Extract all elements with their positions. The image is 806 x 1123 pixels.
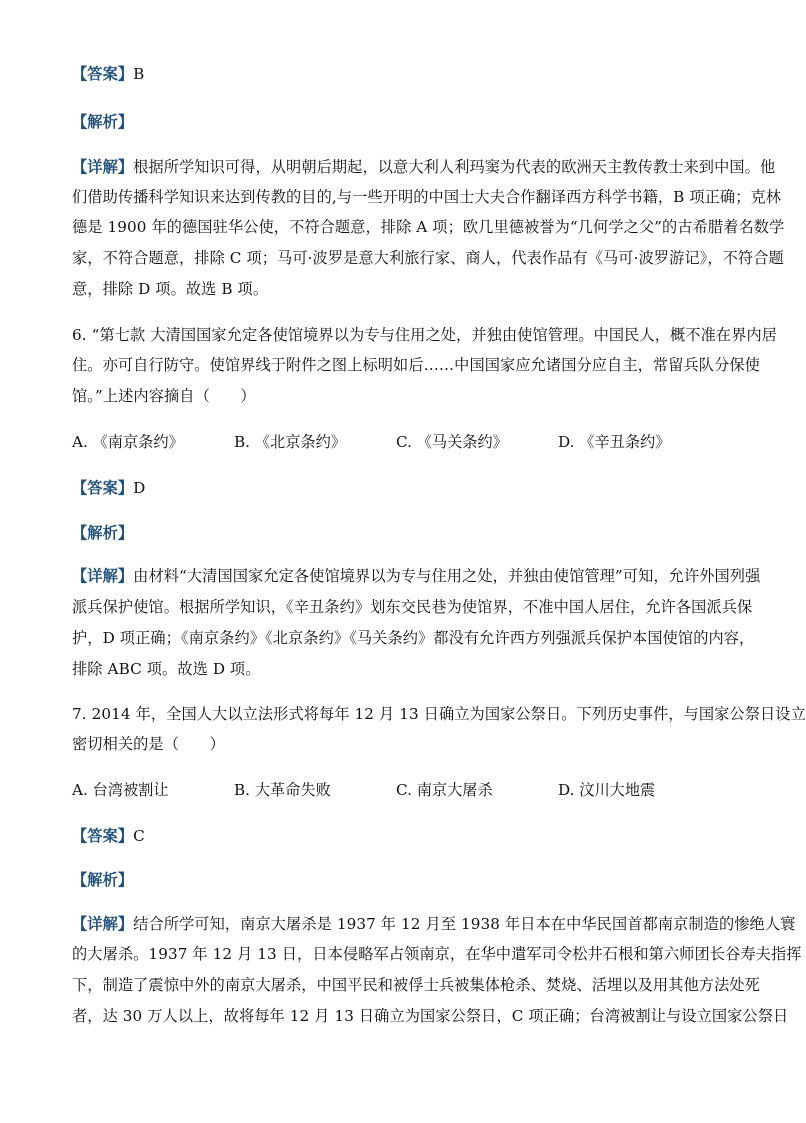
q7-analysis-heading (72, 870, 722, 890)
detail-text: 结合所学可知，南京大屠杀是 1937 年 12 月至 1938 年日本在中华民国首都南京制造的惨绝人寰 (133, 915, 796, 933)
q6-stem-line-1: 6. “第七款 大清国国家允定各使馆境界以为专与住用之处，并独由使馆管理。中国民人，概不准在界内居 (72, 326, 778, 344)
q5-detail-line-3: 德是 1900 年的德国驻华公使，不符合题意，排除 A 项；欧几里德被誉为“几何学之父”的古希腊着名数学 (72, 218, 785, 236)
q7-stem-line-2: 密切相关的是（ ） (72, 735, 225, 753)
answer-value: B (133, 65, 145, 83)
q7-detail-line-4: 者，达 30 万人以上，故将每年 12 月 13 日确立为国家公祭日，C 项正确；台湾被割让与设立国家公祭日 (72, 1007, 789, 1025)
q5-detail-line-4: 家，不符合题意，排除 C 项；马可·波罗是意大利旅行家、商人，代表作品有《马可·波罗游记》，不符合题 (72, 249, 784, 267)
q6-detail-line-2: 派兵保护使馆。根据所学知识，《辛丑条约》划东交民巷为使馆界，不准中国人居住，允许各国派兵保 (72, 598, 753, 616)
answer-label: 【答案】 (72, 479, 134, 497)
detail-label: 【详解】 (72, 915, 134, 933)
q7-option-b: B. 大革命失败 (234, 781, 331, 799)
q7-option-a: A. 台湾被割让 (72, 781, 169, 799)
q7-stem-line-1: 7. 2014 年，全国人大以立法形式将每年 12 月 13 日确立为国家公祭日。下列历史事件，与国家公祭日设立 (72, 705, 806, 723)
q6-option-d: D. 《辛丑条约》 (558, 433, 671, 451)
q5-detail-line-1 (72, 157, 776, 177)
q6-detail-line-4: 排除 ABC 项。故选 D 项。 (72, 660, 261, 678)
q6-detail-line-1 (72, 566, 761, 586)
q7-option-c: C. 南京大屠杀 (396, 781, 493, 799)
answer-value: D (133, 479, 146, 497)
q6-answer (72, 478, 722, 498)
q6-option-c: C. 《马关条约》 (396, 433, 508, 451)
q5-answer (72, 64, 722, 84)
q7-answer (72, 826, 722, 846)
q5-analysis-heading (72, 112, 722, 132)
answer-label: 【答案】 (72, 65, 134, 83)
answer-label: 【答案】 (72, 827, 134, 845)
detail-text: 由材料“大清国国家允定各使馆境界以为专与住用之处，并独由使馆管理”可知，允许外国列强 (133, 567, 761, 585)
q6-option-a: A. 《南京条约》 (72, 433, 184, 451)
q7-detail-line-3: 下，制造了震惊中外的南京大屠杀，中国平民和被俘士兵被集体枪杀、焚烧、活埋以及用其他方法处死 (72, 976, 760, 994)
q6-option-b: B. 《北京条约》 (234, 433, 346, 451)
q7-detail-line-2: 的大屠杀。1937 年 12 月 13 日，日本侵略军占领南京，在华中遣军司令松井石根和第六师团长谷寿夫指挥 (72, 945, 802, 963)
analysis-label: 【解析】 (72, 113, 134, 131)
answer-value: C (133, 827, 145, 845)
analysis-label: 【解析】 (72, 871, 134, 889)
analysis-label: 【解析】 (72, 524, 134, 542)
detail-label: 【详解】 (72, 158, 134, 176)
detail-label: 【详解】 (72, 567, 134, 585)
detail-text: 根据所学知识可得，从明朝后期起，以意大利人利玛窦为代表的欧洲天主教传教士来到中国。他 (133, 158, 776, 176)
q6-detail-line-3: 护，D 项正确；《南京条约》《北京条约》《马关条约》都没有允许西方列强派兵保护本国使馆的内容， (72, 629, 755, 647)
q5-detail-line-2: 们借助传播科学知识来达到传教的目的,与一些开明的中国士大夫合作翻译西方科学书籍，B 项正确；克林 (72, 188, 782, 206)
q7-detail-line-1 (72, 914, 796, 934)
q6-analysis-heading (72, 523, 722, 543)
q7-option-d: D. 汶川大地震 (558, 781, 656, 799)
q5-detail-line-5: 意，排除 D 项。故选 B 项。 (72, 280, 269, 298)
q6-stem-line-2: 住。亦可自行防守。使馆界线于附件之图上标明如后……中国国家应允诸国分应自主，常留兵队分保使 (72, 356, 760, 374)
q6-stem-line-3: 馆。”上述内容摘自（ ） (72, 387, 256, 405)
